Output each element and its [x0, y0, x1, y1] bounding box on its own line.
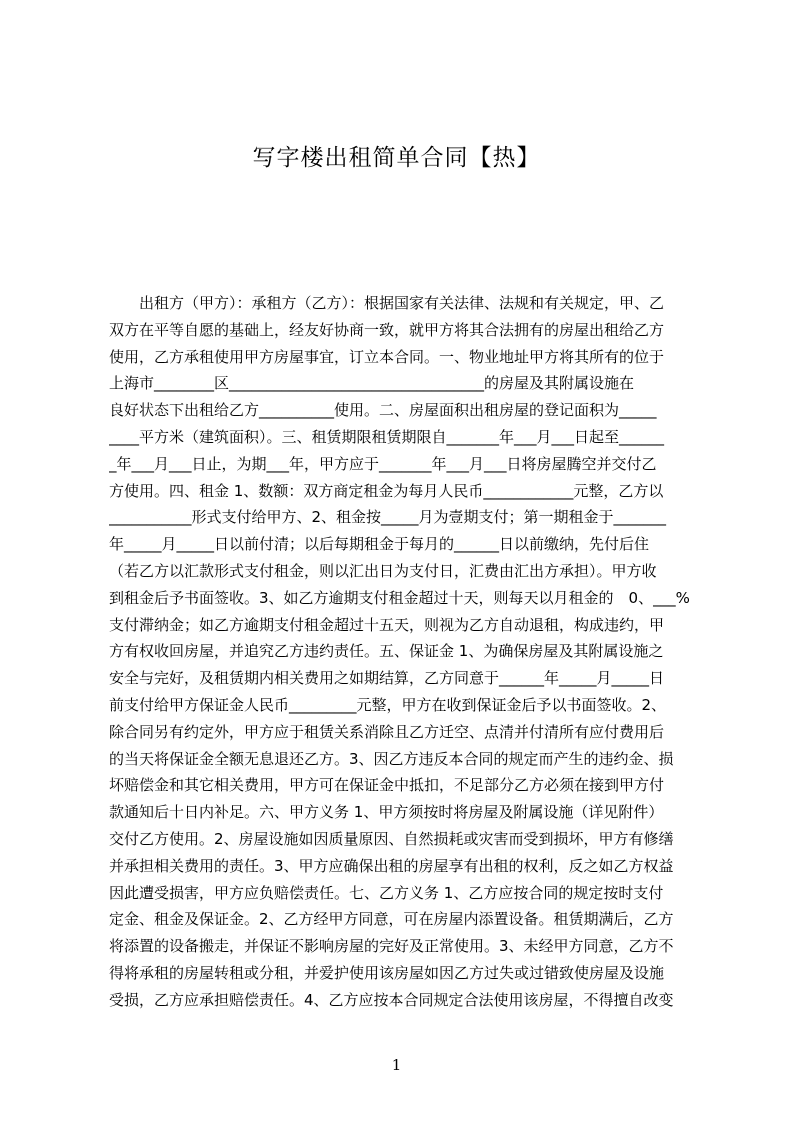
- body-line: 款通知后十日内补足。六、甲方义务 1、甲方须按时将房屋及附属设施（详见附件）: [109, 803, 664, 822]
- body-line: ____平方米（建筑面积）。三、租赁期限租赁期限自_______年___月___日起至______: [109, 427, 665, 446]
- document-title: 写字楼出租简单合同【热】: [252, 145, 541, 171]
- body-line: 定金、租金及保证金。2、乙方经甲方同意，可在房屋内添置设备。租赁期满后，乙方: [109, 910, 674, 929]
- body-line: 除合同另有约定外，甲方应于租赁关系消除且乙方迁空、点清并付清所有应付费用后: [109, 722, 665, 741]
- body-line: 支付滞纳金；如乙方逾期支付租金超过十五天，则视为乙方自动退租，构成违约，甲: [109, 615, 665, 634]
- page-number: 1: [391, 1056, 402, 1074]
- body-line: 将添置的设备搬走，并保证不影响房屋的完好及正常使用。3、未经甲方同意，乙方不: [109, 937, 674, 956]
- body-line: 前支付给甲方保证金人民币_________元整，甲方在收到保证金后予以书面签收。2、: [109, 695, 667, 714]
- body-line: 交付乙方使用。2、房屋设施如因质量原因、自然损耗或灾害而受到损坏，甲方有修缮: [109, 829, 674, 848]
- body-line: 年_____月_____日以前付清；以后每期租金于每月的______日以前缴纳，先付后住: [109, 535, 650, 554]
- body-line: _年___月___日止，为期___年，甲方应于_______年___月___日将房屋腾空并交付乙: [109, 454, 657, 473]
- body-line: 方有权收回房屋，并追究乙方违约责任。五、保证金 1、为确保房屋及其附属设施之: [109, 642, 664, 661]
- body-line: 方使用。四、租金 1、数额：双方商定租金为每月人民币____________元整，乙方以: [109, 481, 664, 500]
- body-line: 到租金后予书面签收。3、如乙方逾期支付租金超过十天，则每天以月租金的 0、___%: [109, 588, 690, 607]
- body-line: 并承担相关费用的责任。3、甲方应确保出租的房屋享有出租的权利，反之如乙方权益: [109, 856, 674, 875]
- body-line: （若乙方以汇款形式支付租金，则以汇出日为支付日，汇费由汇出方承担）。甲方收: [109, 561, 657, 580]
- body-line: 因此遭受损害，甲方应负赔偿责任。七、乙方义务 1、乙方应按合同的规定按时支付: [109, 883, 664, 902]
- body-line: 良好状态下出租给乙方__________使用。二、房屋面积出租房屋的登记面积为_____: [109, 401, 657, 420]
- body-line: 安全与完好，及租赁期内相关费用之如期结算，乙方同意于______年_____月_____日: [109, 669, 665, 688]
- body-line: 使用，乙方承租使用甲方房屋事宜，订立本合同。一、物业地址甲方将其所有的位于: [109, 347, 665, 366]
- body-line: 上海市________区__________________________________的房屋及其附属设施在: [109, 374, 635, 393]
- body-line: 的当天将保证金全额无息退还乙方。3、因乙方违反本合同的规定而产生的违约金、损: [109, 749, 674, 768]
- body-line: ___________形式支付给甲方、2、租金按_____月为壹期支付；第一期租金于_______: [109, 508, 667, 527]
- contract-body: [109, 290, 699, 1014]
- body-line: 得将承租的房屋转租或分租，并爱护使用该房屋如因乙方过失或过错致使房屋及设施: [109, 963, 665, 982]
- body-line: 坏赔偿金和其它相关费用，甲方可在保证金中抵扣，不足部分乙方必须在接到甲方付: [109, 776, 665, 795]
- body-line: 受损，乙方应承担赔偿责任。4、乙方应按本合同规定合法使用该房屋，不得擅自改变: [109, 990, 674, 1009]
- body-line: 双方在平等自愿的基础上，经友好协商一致，就甲方将其合法拥有的房屋出租给乙方: [109, 320, 665, 339]
- body-line: 出租方（甲方）：承租方（乙方）：根据国家有关法律、法规和有关规定，甲、乙: [139, 294, 665, 312]
